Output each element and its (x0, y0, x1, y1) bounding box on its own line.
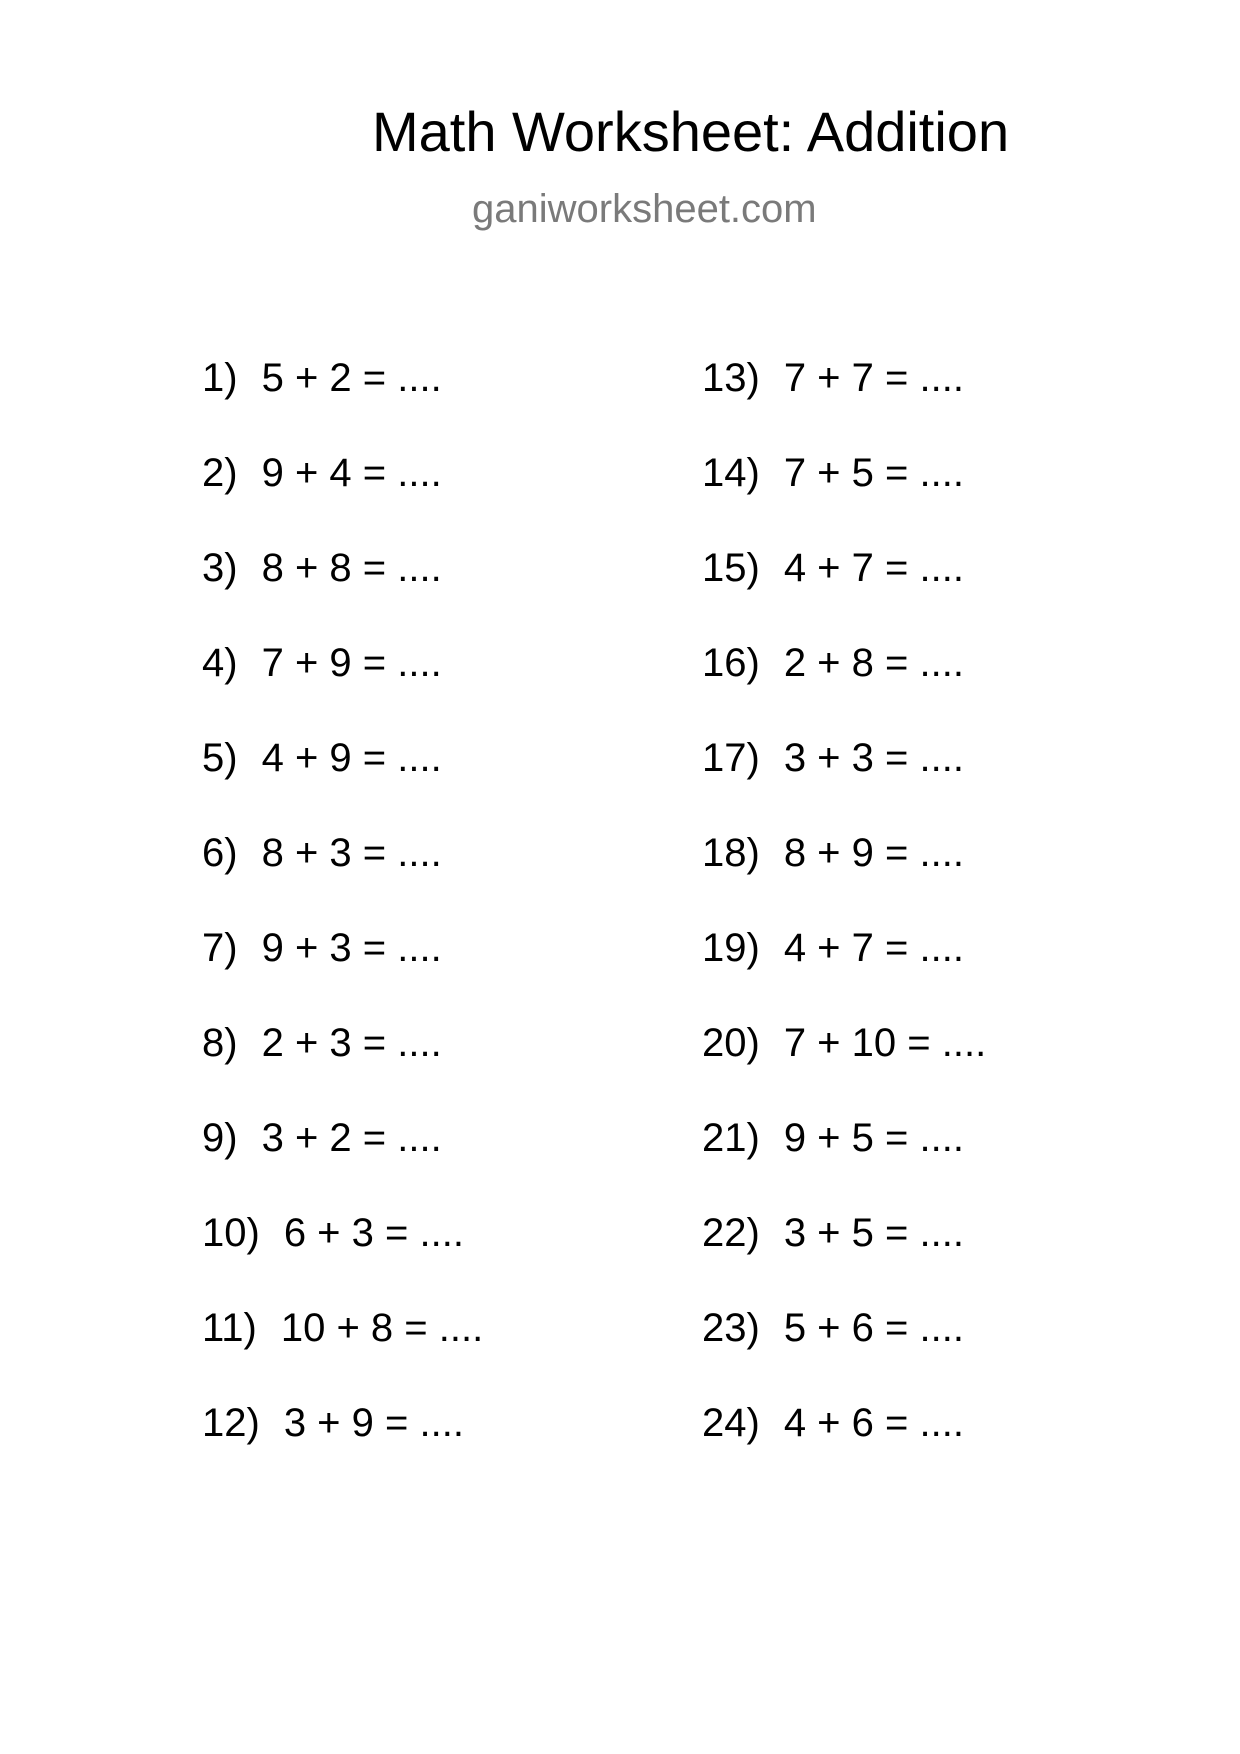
problem-number: 21) (702, 1116, 760, 1160)
problem-number: 10) (202, 1211, 260, 1255)
problem-item (702, 732, 986, 827)
problem-expression: 4 + 6 = .... (783, 1401, 964, 1445)
website-subtitle: ganiworksheet.com (472, 187, 817, 231)
problem-item (702, 447, 986, 542)
problem-column-left (202, 352, 483, 1492)
problem-expression: 4 + 9 = .... (261, 736, 442, 780)
problem-number: 19) (702, 926, 760, 970)
problem-expression: 3 + 9 = .... (283, 1401, 464, 1445)
problem-expression: 7 + 7 = .... (783, 356, 964, 400)
problem-expression: 2 + 8 = .... (783, 641, 964, 685)
problem-expression: 3 + 2 = .... (261, 1116, 442, 1160)
problem-expression: 9 + 4 = .... (261, 451, 442, 495)
problem-number: 7) (202, 926, 238, 970)
problem-item (702, 1017, 986, 1112)
problem-number: 23) (702, 1306, 760, 1350)
problem-number: 2) (202, 451, 238, 495)
problem-expression: 10 + 8 = .... (280, 1306, 484, 1350)
problem-number: 16) (702, 641, 760, 685)
problem-item (202, 1397, 483, 1492)
problem-expression: 9 + 3 = .... (261, 926, 442, 970)
problem-number: 9) (202, 1116, 238, 1160)
problem-number: 20) (702, 1021, 760, 1065)
problem-expression: 6 + 3 = .... (283, 1211, 464, 1255)
problem-item (202, 1302, 483, 1397)
problem-column-right (702, 352, 986, 1492)
problem-item (702, 922, 986, 1017)
problem-item (702, 1207, 986, 1302)
problem-item (702, 542, 986, 637)
problem-item (202, 637, 483, 732)
problem-item (702, 1397, 986, 1492)
problem-number: 24) (702, 1401, 760, 1445)
problem-item (702, 1112, 986, 1207)
problem-expression: 8 + 8 = .... (261, 546, 442, 590)
worksheet-title: Math Worksheet: Addition (372, 100, 1010, 163)
problem-number: 22) (702, 1211, 760, 1255)
problem-number: 15) (702, 546, 760, 590)
problem-item (202, 732, 483, 827)
problem-number: 17) (702, 736, 760, 780)
problem-item (202, 1017, 483, 1112)
problem-item (202, 447, 483, 542)
problem-item (202, 352, 483, 447)
problem-number: 1) (202, 356, 238, 400)
problem-expression: 7 + 5 = .... (783, 451, 964, 495)
problem-expression: 2 + 3 = .... (261, 1021, 442, 1065)
problem-number: 13) (702, 356, 760, 400)
problem-item (202, 542, 483, 637)
problem-item (202, 922, 483, 1017)
problem-number: 5) (202, 736, 238, 780)
problem-expression: 4 + 7 = .... (783, 926, 964, 970)
problem-number: 18) (702, 831, 760, 875)
problem-number: 11) (202, 1306, 257, 1350)
problem-expression: 5 + 2 = .... (261, 356, 442, 400)
problem-item (202, 1112, 483, 1207)
problem-number: 4) (202, 641, 238, 685)
problem-item (202, 1207, 483, 1302)
problem-number: 8) (202, 1021, 238, 1065)
problem-number: 14) (702, 451, 760, 495)
problem-expression: 3 + 5 = .... (783, 1211, 964, 1255)
problem-expression: 7 + 10 = .... (783, 1021, 987, 1065)
problem-expression: 9 + 5 = .... (783, 1116, 964, 1160)
problem-expression: 8 + 3 = .... (261, 831, 442, 875)
problem-expression: 4 + 7 = .... (783, 546, 964, 590)
problem-item (702, 827, 986, 922)
problem-item (702, 352, 986, 447)
problem-number: 12) (202, 1401, 260, 1445)
problem-expression: 3 + 3 = .... (783, 736, 964, 780)
problem-expression: 7 + 9 = .... (261, 641, 442, 685)
problem-number: 3) (202, 546, 238, 590)
problem-number: 6) (202, 831, 238, 875)
problem-expression: 8 + 9 = .... (783, 831, 964, 875)
problem-expression: 5 + 6 = .... (783, 1306, 964, 1350)
problem-item (702, 1302, 986, 1397)
problem-item (702, 637, 986, 732)
problem-item (202, 827, 483, 922)
